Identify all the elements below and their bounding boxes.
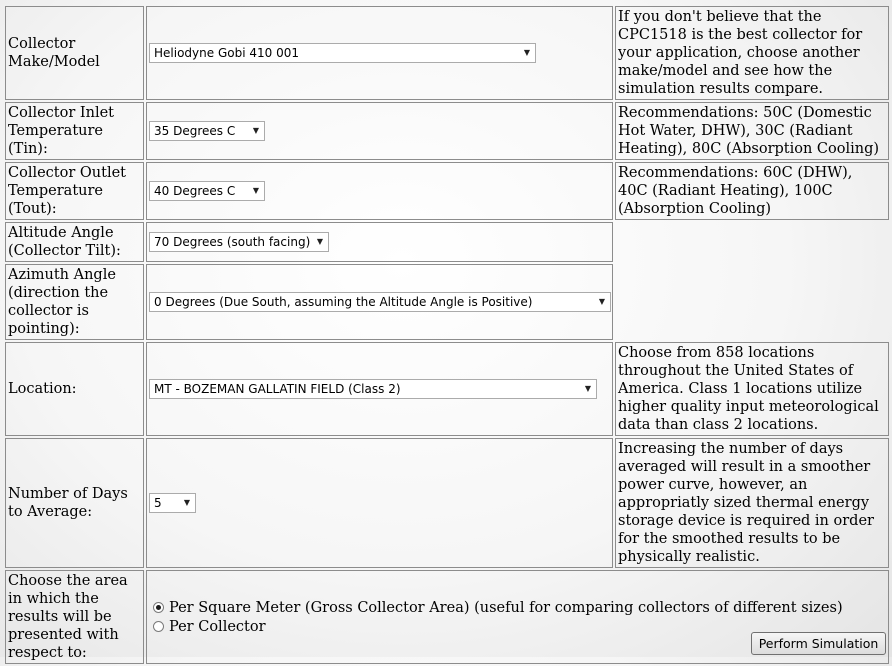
- location-cell: [146, 342, 613, 436]
- per-collector-label: Per Collector: [169, 618, 266, 635]
- days-row: [5, 438, 889, 568]
- chevron-down-icon: ▼: [523, 48, 530, 57]
- chevron-down-icon: ▼: [598, 297, 605, 306]
- chevron-down-icon: ▼: [252, 126, 259, 135]
- inlet-info: Recommendations: 50C (Domestic Hot Water, DHW), 30C (Radiant Heating), 80C (Absorption Cooling): [615, 102, 889, 160]
- altitude-cell: [146, 222, 613, 262]
- per-collector-radio[interactable]: [153, 621, 164, 632]
- collector-select[interactable]: [149, 43, 536, 63]
- altitude-angle-select[interactable]: [149, 232, 329, 252]
- location-label: Location:: [5, 342, 144, 436]
- outlet-temperature-select[interactable]: [149, 181, 265, 201]
- outlet-info: Recommendations: 60C (DHW), 40C (Radiant Heating), 100C (Absorption Cooling): [615, 162, 889, 220]
- azimuth-label: Azimuth Angle (direction the collector is pointing):: [5, 264, 144, 340]
- collector-row: [5, 6, 889, 100]
- days-info: Increasing the number of days averaged will result in a smoother power curve, however, an appropriatly sized thermal energy storage device is required in order for the smoothed results to be physically realistic.: [615, 438, 889, 568]
- days-average-select[interactable]: [149, 493, 196, 513]
- altitude-label: Altitude Angle (Collector Tilt):: [5, 222, 144, 262]
- inlet-select-value: 35 Degrees C: [154, 124, 236, 138]
- inlet-row: [5, 102, 889, 160]
- altitude-row: [5, 222, 889, 262]
- outlet-cell: [146, 162, 613, 220]
- inlet-temperature-select[interactable]: [149, 121, 265, 141]
- azimuth-cell: [146, 264, 613, 340]
- per-square-meter-radio[interactable]: [153, 602, 164, 613]
- area-label: Choose the area in which the results will be presented with respect to:: [5, 570, 144, 664]
- chevron-down-icon: ▼: [584, 384, 591, 393]
- location-select-value: MT - BOZEMAN GALLATIN FIELD (Class 2): [154, 382, 401, 396]
- per-square-meter-label: Per Square Meter (Gross Collector Area) (useful for comparing collectors of different sizes): [169, 599, 843, 616]
- area-option-per-square-meter[interactable]: [149, 598, 886, 617]
- perform-simulation-button[interactable]: Perform Simulation: [751, 632, 886, 655]
- outlet-label: Collector Outlet Temperature (Tout):: [5, 162, 144, 220]
- location-info: Choose from 858 locations throughout the United States of America. Class 1 locations utilize higher quality input meteorological data than class 2 locations.: [615, 342, 889, 436]
- days-cell: [146, 438, 613, 568]
- azimuth-select-value: 0 Degrees (Due South, assuming the Altitude Angle is Positive): [154, 295, 533, 309]
- days-select-value: 5: [154, 496, 162, 510]
- empty-info-cell: [615, 222, 889, 340]
- simulation-form-table: [3, 4, 891, 666]
- outlet-select-value: 40 Degrees C: [154, 184, 236, 198]
- collector-info: If you don't believe that the CPC1518 is the best collector for your application, choose another make/model and see how the simulation results compare.: [615, 6, 889, 100]
- days-label: Number of Days to Average:: [5, 438, 144, 568]
- location-select[interactable]: [149, 379, 597, 399]
- azimuth-angle-select[interactable]: [149, 292, 611, 312]
- collector-select-value: Heliodyne Gobi 410 001: [154, 46, 299, 60]
- outlet-row: [5, 162, 889, 220]
- location-row: [5, 342, 889, 436]
- chevron-down-icon: ▼: [316, 237, 323, 246]
- inlet-label: Collector Inlet Temperature (Tin):: [5, 102, 144, 160]
- collector-label: Collector Make/Model: [5, 6, 144, 100]
- chevron-down-icon: ▼: [183, 498, 190, 507]
- altitude-select-value: 70 Degrees (south facing): [154, 235, 311, 249]
- collector-cell: [146, 6, 613, 100]
- chevron-down-icon: ▼: [252, 186, 259, 195]
- inlet-cell: [146, 102, 613, 160]
